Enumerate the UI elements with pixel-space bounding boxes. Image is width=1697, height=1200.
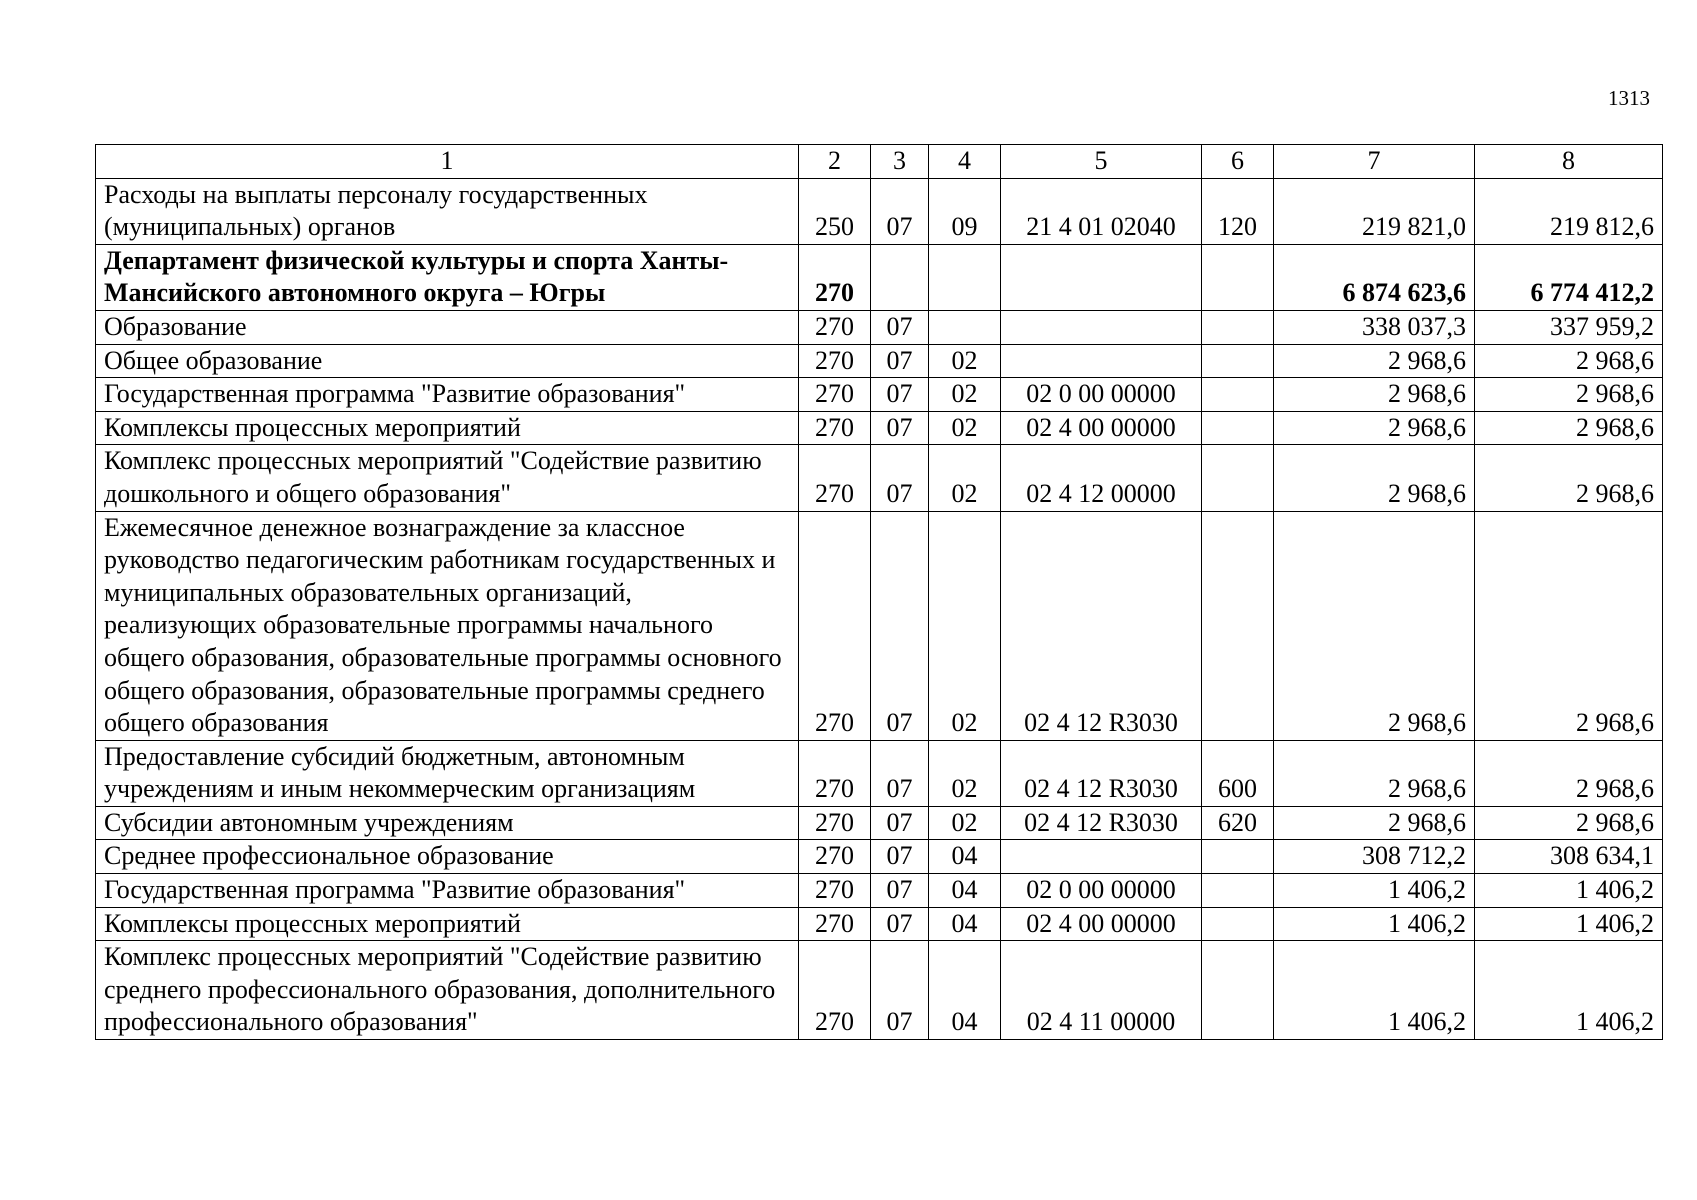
row-expense-type — [1202, 874, 1274, 908]
table-row — [96, 411, 1663, 445]
row-target-article: 02 0 00 00000 — [1001, 378, 1202, 412]
row-code: 250 — [799, 178, 871, 244]
row-expense-type — [1202, 310, 1274, 344]
table-row — [96, 740, 1663, 806]
row-target-article — [1001, 840, 1202, 874]
row-subsection: 02 — [929, 344, 1001, 378]
row-name: Среднее профессиональное образование — [96, 840, 799, 874]
row-expense-type: 620 — [1202, 806, 1274, 840]
row-target-article: 02 0 00 00000 — [1001, 874, 1202, 908]
row-amount-8: 1 406,2 — [1475, 874, 1663, 908]
row-name: Расходы на выплаты персоналу государственных (муниципальных) органов — [96, 178, 799, 244]
column-header: 2 — [799, 145, 871, 179]
row-expense-type — [1202, 907, 1274, 941]
row-subsection — [929, 310, 1001, 344]
row-subsection: 02 — [929, 806, 1001, 840]
row-subsection: 02 — [929, 378, 1001, 412]
row-section: 07 — [871, 941, 929, 1040]
row-section: 07 — [871, 806, 929, 840]
row-section: 07 — [871, 445, 929, 511]
table-row — [96, 445, 1663, 511]
row-target-article: 02 4 12 00000 — [1001, 445, 1202, 511]
row-subsection: 02 — [929, 445, 1001, 511]
row-code: 270 — [799, 874, 871, 908]
table-row — [96, 941, 1663, 1040]
row-name: Государственная программа "Развитие образования" — [96, 378, 799, 412]
table-row — [96, 378, 1663, 412]
row-code: 270 — [799, 806, 871, 840]
row-target-article — [1001, 344, 1202, 378]
row-code: 270 — [799, 941, 871, 1040]
row-target-article — [1001, 244, 1202, 310]
table-row — [96, 244, 1663, 310]
row-name: Образование — [96, 310, 799, 344]
row-section: 07 — [871, 178, 929, 244]
column-header: 5 — [1001, 145, 1202, 179]
row-expense-type — [1202, 411, 1274, 445]
row-amount-7: 1 406,2 — [1274, 907, 1475, 941]
row-name: Общее образование — [96, 344, 799, 378]
row-subsection: 02 — [929, 740, 1001, 806]
row-section: 07 — [871, 907, 929, 941]
row-target-article: 02 4 00 00000 — [1001, 907, 1202, 941]
row-amount-7: 2 968,6 — [1274, 445, 1475, 511]
table-row — [96, 511, 1663, 740]
row-name: Комплексы процессных мероприятий — [96, 411, 799, 445]
row-amount-8: 219 812,6 — [1475, 178, 1663, 244]
row-amount-7: 308 712,2 — [1274, 840, 1475, 874]
row-amount-8: 2 968,6 — [1475, 806, 1663, 840]
row-code: 270 — [799, 907, 871, 941]
table-row — [96, 806, 1663, 840]
row-expense-type — [1202, 840, 1274, 874]
row-amount-7: 6 874 623,6 — [1274, 244, 1475, 310]
row-name: Ежемесячное денежное вознаграждение за классное руководство педагогическим работникам государственных и муниципальных образовательных организаций, реализующих образовательные программы начального общего образования, образовательные программы основного общего образования, образовательные программы среднего общего образования — [96, 511, 799, 740]
row-target-article: 02 4 12 R3030 — [1001, 740, 1202, 806]
table-row — [96, 874, 1663, 908]
row-code: 270 — [799, 344, 871, 378]
row-target-article: 02 4 11 00000 — [1001, 941, 1202, 1040]
row-expense-type: 120 — [1202, 178, 1274, 244]
table-row — [96, 310, 1663, 344]
row-section: 07 — [871, 840, 929, 874]
row-expense-type — [1202, 344, 1274, 378]
row-subsection: 04 — [929, 874, 1001, 908]
table-row — [96, 344, 1663, 378]
row-section: 07 — [871, 740, 929, 806]
row-target-article: 02 4 00 00000 — [1001, 411, 1202, 445]
row-amount-8: 308 634,1 — [1475, 840, 1663, 874]
row-amount-7: 219 821,0 — [1274, 178, 1475, 244]
row-amount-8: 2 968,6 — [1475, 445, 1663, 511]
row-name: Комплекс процессных мероприятий "Содействие развитию дошкольного и общего образования" — [96, 445, 799, 511]
row-amount-7: 2 968,6 — [1274, 511, 1475, 740]
row-amount-8: 2 968,6 — [1475, 378, 1663, 412]
row-subsection: 04 — [929, 941, 1001, 1040]
row-amount-8: 1 406,2 — [1475, 907, 1663, 941]
row-expense-type — [1202, 445, 1274, 511]
page-number: 1313 — [1608, 86, 1650, 110]
row-section: 07 — [871, 378, 929, 412]
row-subsection: 02 — [929, 511, 1001, 740]
row-name: Субсидии автономным учреждениям — [96, 806, 799, 840]
row-expense-type: 600 — [1202, 740, 1274, 806]
row-amount-7: 2 968,6 — [1274, 806, 1475, 840]
column-header: 4 — [929, 145, 1001, 179]
budget-table — [95, 144, 1663, 1040]
table-row — [96, 840, 1663, 874]
row-target-article — [1001, 310, 1202, 344]
row-amount-7: 2 968,6 — [1274, 344, 1475, 378]
row-name: Государственная программа "Развитие образования" — [96, 874, 799, 908]
row-section — [871, 244, 929, 310]
row-amount-7: 338 037,3 — [1274, 310, 1475, 344]
row-subsection: 04 — [929, 907, 1001, 941]
row-code: 270 — [799, 310, 871, 344]
row-code: 270 — [799, 445, 871, 511]
column-header: 7 — [1274, 145, 1475, 179]
row-subsection: 02 — [929, 411, 1001, 445]
column-header: 3 — [871, 145, 929, 179]
row-amount-7: 2 968,6 — [1274, 411, 1475, 445]
row-code: 270 — [799, 411, 871, 445]
row-amount-8: 2 968,6 — [1475, 411, 1663, 445]
row-amount-8: 2 968,6 — [1475, 740, 1663, 806]
row-name: Комплексы процессных мероприятий — [96, 907, 799, 941]
row-amount-8: 2 968,6 — [1475, 344, 1663, 378]
row-amount-7: 2 968,6 — [1274, 740, 1475, 806]
row-section: 07 — [871, 310, 929, 344]
row-expense-type — [1202, 941, 1274, 1040]
row-code: 270 — [799, 511, 871, 740]
row-expense-type — [1202, 378, 1274, 412]
row-section: 07 — [871, 411, 929, 445]
table-row — [96, 907, 1663, 941]
row-expense-type — [1202, 511, 1274, 740]
column-number-row — [96, 145, 1663, 179]
row-code: 270 — [799, 378, 871, 412]
row-subsection: 04 — [929, 840, 1001, 874]
row-section: 07 — [871, 511, 929, 740]
row-target-article: 21 4 01 02040 — [1001, 178, 1202, 244]
row-subsection — [929, 244, 1001, 310]
row-expense-type — [1202, 244, 1274, 310]
row-name: Департамент физической культуры и спорта Ханты-Мансийского автономного округа – Югры — [96, 244, 799, 310]
row-target-article: 02 4 12 R3030 — [1001, 806, 1202, 840]
row-code: 270 — [799, 840, 871, 874]
row-amount-7: 2 968,6 — [1274, 378, 1475, 412]
row-amount-7: 1 406,2 — [1274, 874, 1475, 908]
column-header: 6 — [1202, 145, 1274, 179]
row-section: 07 — [871, 344, 929, 378]
row-subsection: 09 — [929, 178, 1001, 244]
row-name: Предоставление субсидий бюджетным, автономным учреждениям и иным некоммерческим организациям — [96, 740, 799, 806]
row-target-article: 02 4 12 R3030 — [1001, 511, 1202, 740]
row-name: Комплекс процессных мероприятий "Содействие развитию среднего профессионального образования, дополнительного профессионального образования" — [96, 941, 799, 1040]
row-code: 270 — [799, 740, 871, 806]
row-amount-8: 1 406,2 — [1475, 941, 1663, 1040]
row-amount-8: 2 968,6 — [1475, 511, 1663, 740]
column-header: 1 — [96, 145, 799, 179]
column-header: 8 — [1475, 145, 1663, 179]
row-amount-8: 337 959,2 — [1475, 310, 1663, 344]
row-code: 270 — [799, 244, 871, 310]
row-section: 07 — [871, 874, 929, 908]
row-amount-7: 1 406,2 — [1274, 941, 1475, 1040]
table-row — [96, 178, 1663, 244]
row-amount-8: 6 774 412,2 — [1475, 244, 1663, 310]
